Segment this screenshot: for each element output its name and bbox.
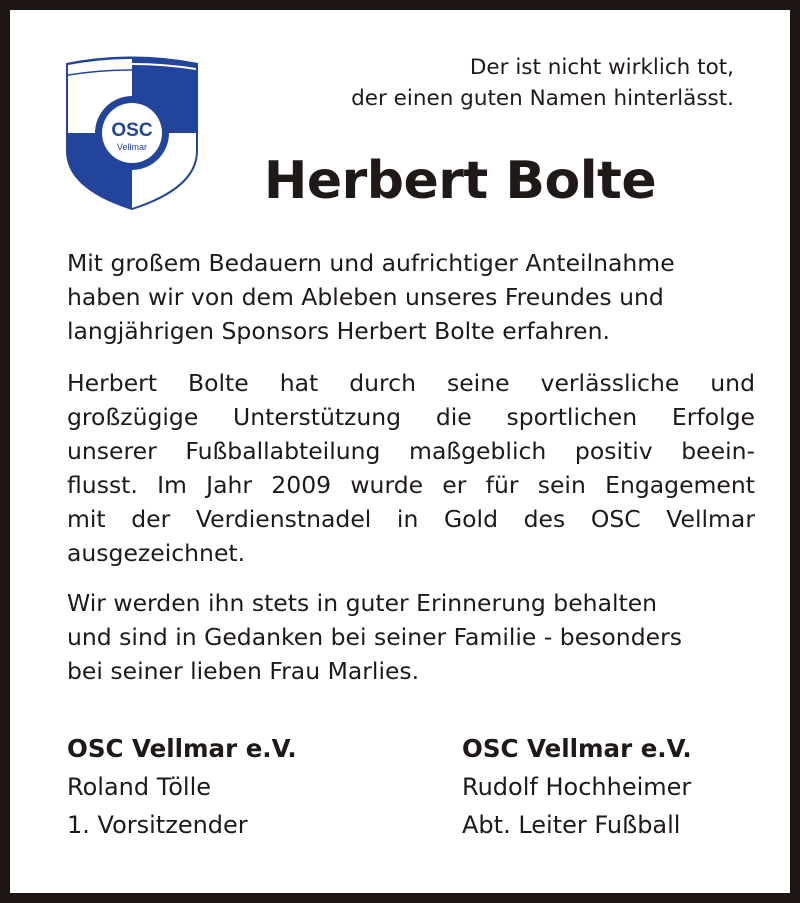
text-line: Herbert Bolte hat durch seine verlässliche und <box>67 369 755 397</box>
text-line: mit der Verdienstnadel in Gold des OSC Vellmar <box>67 505 755 533</box>
text-line: unserer Fußballabteilung maßgeblich positiv beein- <box>67 437 755 465</box>
text-line: bei seiner lieben Frau Marlies. <box>67 657 420 685</box>
text-line: ausgezeichnet. <box>67 539 246 567</box>
paragraph-condolence <box>67 246 755 348</box>
motto-line: Der ist nicht wirklich tot, <box>469 55 734 80</box>
signature-role: Abt. Leiter Fußball <box>462 811 681 839</box>
motto-line: der einen guten Namen hinterlässt. <box>351 86 734 111</box>
signature-role: 1. Vorsitzender <box>67 811 248 839</box>
text-line: haben wir von dem Ableben unseres Freundes und <box>67 283 664 311</box>
text-line: und sind in Gedanken bei seiner Familie - besonders <box>67 623 682 651</box>
signature-person: Rudolf Hochheimer <box>462 773 692 801</box>
text-line: flusst. Im Jahr 2009 wurde er für sein Engagement <box>67 471 755 499</box>
deceased-name: Herbert Bolte <box>263 151 657 211</box>
text-line: Wir werden ihn stets in guter Erinnerung behalten <box>67 589 658 617</box>
signature-person: Roland Tölle <box>67 773 212 801</box>
signature-block-chairman <box>67 730 387 844</box>
motto-quote <box>314 52 734 114</box>
paragraph-remembrance <box>67 586 755 688</box>
signature-org: OSC Vellmar e.V. <box>462 734 692 763</box>
logo-text-main: OSC <box>111 120 153 141</box>
logo-text-sub: Vellmar <box>116 142 148 152</box>
paragraph-merits <box>67 366 755 570</box>
text-line: Mit großem Bedauern und aufrichtiger Anteilnahme <box>67 249 675 277</box>
osc-vellmar-logo <box>62 55 202 210</box>
text-line: großzügige Unterstützung die sportlichen Erfolge <box>67 403 755 431</box>
signature-block-football <box>462 730 782 844</box>
signature-org: OSC Vellmar e.V. <box>67 734 297 763</box>
text-line: langjährigen Sponsors Herbert Bolte erfahren. <box>67 317 610 345</box>
